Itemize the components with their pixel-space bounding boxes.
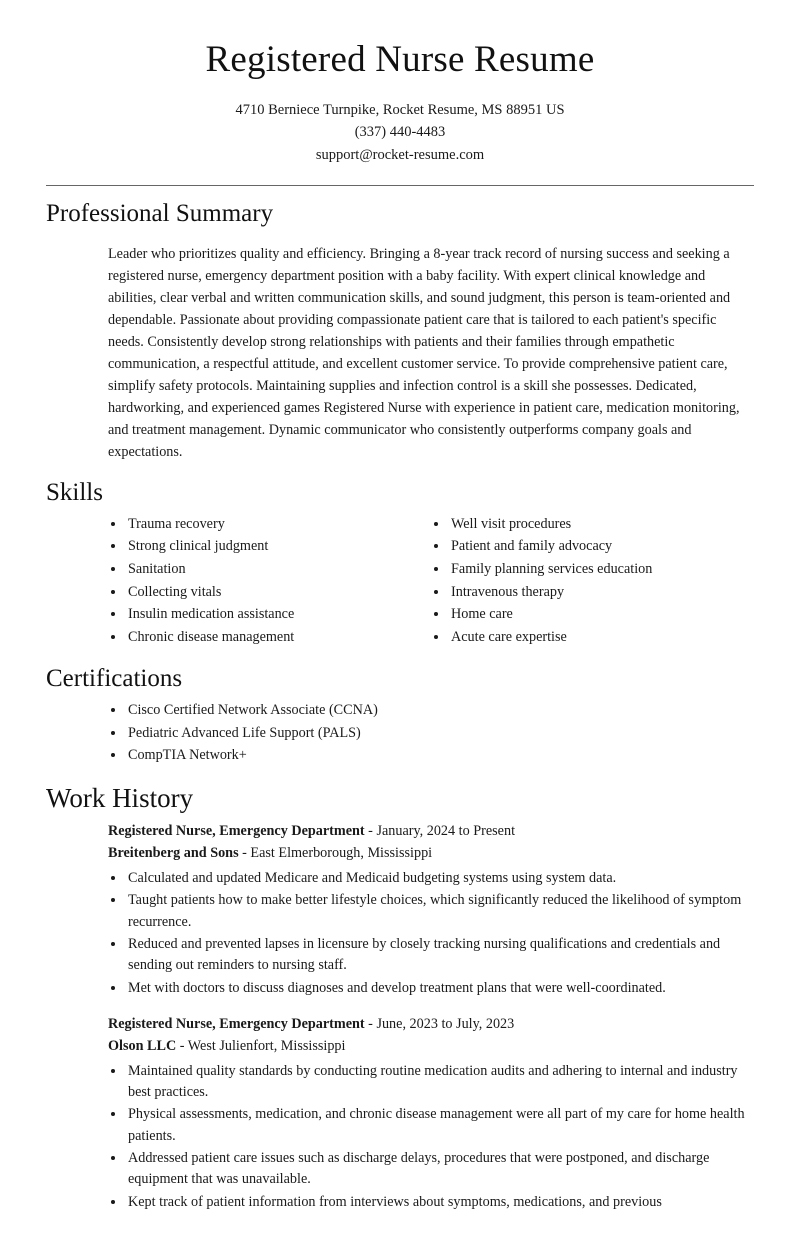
job-company-line — [108, 1035, 754, 1057]
list-item: • Pediatric Advanced Life Support (PALS) — [126, 722, 754, 745]
job-bullets — [108, 868, 754, 999]
list-item: • Strong clinical judgment — [126, 535, 431, 558]
list-item: • Chronic disease management — [126, 626, 431, 649]
page-title: Registered Nurse Resume — [205, 39, 595, 80]
section-heading-certifications: Certifications — [46, 664, 183, 692]
list-item: • Reduced and prevented lapses in licensure by closely tracking nursing qualifications and credentials and sending out reminders to nursing staff. — [126, 934, 754, 977]
job-company: Breitenberg and Sons — [108, 845, 239, 862]
section-heading-work-history: Work History — [46, 783, 194, 814]
list-item: • Cisco Certified Network Associate (CCNA) — [126, 699, 754, 722]
list-item: • Sanitation — [126, 558, 431, 581]
job-bullets — [108, 1061, 754, 1213]
section-skills — [46, 479, 754, 649]
section-professional-summary — [46, 200, 754, 462]
list-item: • Patient and family advocacy — [449, 535, 754, 558]
skills-column-left — [108, 513, 431, 649]
job-location: - West Julienfort, Mississippi — [179, 1037, 346, 1054]
job-location: - East Elmerborough, Mississippi — [242, 845, 433, 862]
work-history-entry — [46, 820, 754, 999]
job-role: Registered Nurse, Emergency Department — [108, 1015, 365, 1032]
list-item: • Acute care expertise — [449, 626, 754, 649]
section-work-history — [46, 783, 754, 1213]
list-item: • CompTIA Network+ — [126, 744, 754, 767]
header-divider — [46, 185, 754, 186]
contact-address: 4710 Berniece Turnpike, Rocket Resume, MS 88951 US — [235, 102, 565, 118]
job-company: Olson LLC — [108, 1037, 177, 1054]
list-item: • Met with doctors to discuss diagnoses and develop treatment plans that were well-coordinated. — [126, 978, 754, 999]
job-role: Registered Nurse, Emergency Department — [108, 823, 365, 840]
contact-phone: (337) 440-4483 — [354, 124, 446, 141]
list-item: • Home care — [449, 603, 754, 626]
work-history-entry — [46, 1013, 754, 1213]
section-certifications — [46, 665, 754, 767]
contact-email: support@rocket-resume.com — [315, 146, 485, 163]
list-item: • Maintained quality standards by conducting routine medication audits and adhering to internal and industry best practices. — [126, 1061, 754, 1104]
list-item: • Kept track of patient information from interviews about symptoms, medications, and previous — [126, 1192, 754, 1213]
list-item: • Intravenous therapy — [449, 581, 754, 604]
list-item: • Physical assessments, medication, and chronic disease management were all part of my care for home health patients. — [126, 1104, 754, 1147]
skills-list-right — [431, 513, 754, 649]
summary-text: Leader who prioritizes quality and efficiency. Bringing a 8-year track record of nursing success and seeking a registered nurse, emergency department position with a baby facility. With expert clinical knowledge and abilities, clear verbal and written communication skills, and sound judgment, this person is team-oriented and dependable. Passionate about providing compassionate patient care that is tailored to each patient's specific needs. Consistently develop strong relationships with patients and their families through empathetic communication, a respectful attitude, and excellent customer service. To provide comprehensive patient care, simplify safety protocols. Maintaining supplies and infection control is a skill she possesses. Dedicated, hardworking, and experienced games Registered Nurse with experience in patient care, medication monitoring, and treatment management. Dynamic communicator who consistently outperforms company goals and expectations. — [108, 245, 740, 460]
section-heading-summary: Professional Summary — [46, 200, 274, 228]
list-item: • Addressed patient care issues such as discharge delays, procedures that were postponed, and discharge equipment that was unavailable. — [126, 1148, 754, 1191]
job-role-line — [108, 1013, 754, 1035]
list-item: • Calculated and updated Medicare and Medicaid budgeting systems using system data. — [126, 868, 754, 889]
list-item: • Trauma recovery — [126, 513, 431, 536]
section-heading-skills: Skills — [46, 478, 103, 506]
list-item: • Collecting vitals — [126, 581, 431, 604]
list-item: • Family planning services education — [449, 558, 754, 581]
job-dates: - January, 2024 to Present — [368, 823, 516, 840]
list-item: • Taught patients how to make better lifestyle choices, which significantly reduced the likelihood of symptom recurrence. — [126, 890, 754, 933]
certifications-list — [108, 699, 754, 767]
skills-list-left — [108, 513, 431, 649]
job-dates: - June, 2023 to July, 2023 — [368, 1015, 515, 1032]
skills-column-right — [431, 513, 754, 649]
list-item: • Well visit procedures — [449, 513, 754, 536]
list-item: • Insulin medication assistance — [126, 603, 431, 626]
job-role-line — [108, 820, 754, 842]
job-company-line — [108, 842, 754, 864]
